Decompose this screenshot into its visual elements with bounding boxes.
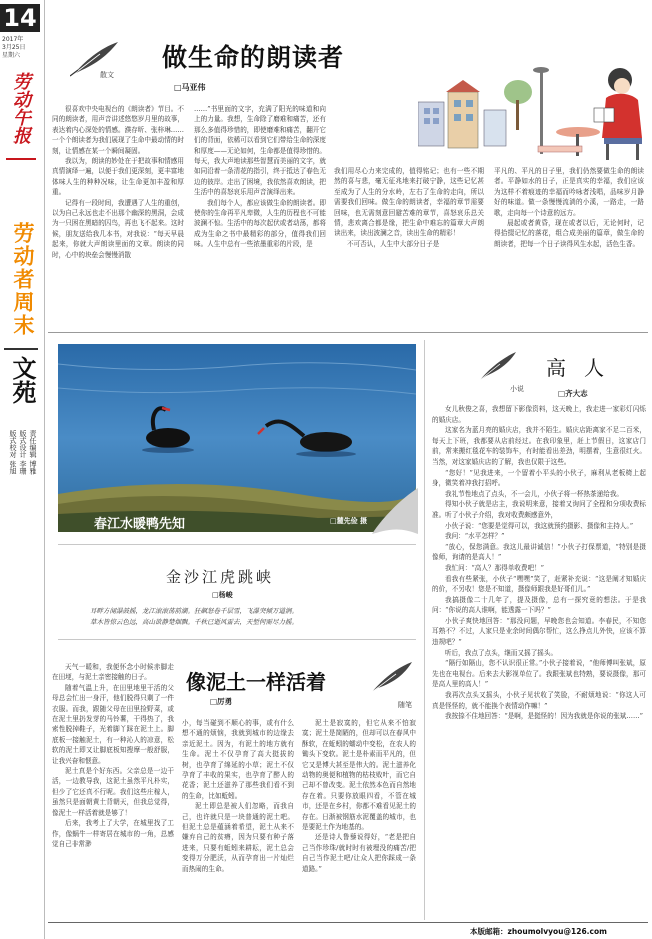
paragraph: 我搞摄像二十几年了，提及摄像，总有一探究竟的想法。于是我问：“你说的高人谁啊，能透露一下吗？” — [432, 595, 646, 615]
article-title: 高人 — [546, 356, 622, 380]
page-curl-decoration — [372, 488, 418, 534]
paragraph: 得知小伙子就是店主，我说明来意，接着又询问了全程和分项收费标准。听了小伙子介绍，我对收费颇感意外， — [432, 500, 646, 519]
paragraph: 很喜欢中央电视台的《朗读者》节目。不同的朗读者，用声音讲述悠悠岁月里的故事，表达着内心深处的情感。濮存昕、张梓琳……一个个朗读者为我们展现了生命中最动情的时刻，让情感在某一个瞬间凝固。 — [52, 105, 184, 155]
paragraph: 泥土即总是被人们忽略，而我自己，也许就只是一块普通的泥土吧。但泥土总是蕴涵着希望，泥土从来不嫌弃自己的贫瘠，因为只要有种子落进来，只要有蚯蚓来耕耘，泥土总会变得万分肥沃，从而孕育出一片灿烂而热闹的生命。 — [182, 802, 294, 873]
paragraph: 我问：“水平怎样？” — [445, 532, 505, 541]
paragraph: 女儿秋俊之喜，我想留下影像资料，这天晚上，我走进一家彩灯闪烁的婚庆店。 — [432, 405, 646, 424]
paragraph: 记得有一段时间，我遭遇了人生的重创，以为自己永远也走不出那个幽深的黑洞，会成为一只困在黑暗的囚鸟，再也飞不起来。这时候，朋友送给我几本书，对我说：“每天早晨起来，你就大声朗读里面的文章。朗读的同时，心中的块垒会慢慢消散 — [52, 198, 184, 259]
paragraph: 我忙问：“高人？那得单收费吧！” — [445, 563, 545, 572]
photo-frame — [58, 344, 416, 532]
photo-caption: 春江水暖鸭先知 — [94, 517, 186, 532]
section-divider — [4, 348, 38, 350]
article-title: 做生命的朗读者 — [162, 43, 345, 72]
swans-photo — [58, 344, 416, 532]
paragraph: 我礼节性地点了点头，不一会儿，小伙子将一杯热茶递给我。 — [445, 489, 624, 498]
poem-author: □杨峻 — [212, 590, 233, 599]
paragraph: 我按捺不住地回答：“是啊，是挺怪的！因为我就是你说的张斌……” — [445, 712, 643, 721]
article-column — [432, 404, 646, 722]
article-column-1 — [52, 104, 184, 260]
reading-girl-illustration — [418, 52, 648, 164]
paragraph: 晨起或者黄昏，现在或者以后，无论何时，记得拾掇记忆的落花，组合成美丽的篇章，做生命的朗读者，把每一个日子读得风生水起，活色生香。 — [494, 219, 644, 248]
staff-credits: 责任编辑 博雅 版式设计 李珊 版式校对 张旭 — [9, 430, 37, 475]
article-column-3 — [334, 166, 484, 249]
paragraph: “您好！”见我进来，一个留着小平头的小伙子，麻利从老板椅上起身，微笑着冲我打招呼。 — [432, 468, 646, 488]
paragraph: 后来，我考上了大学，在城里找了工作，像蜗牛一样寄居在城市的一角，总感觉自己非常渺 — [52, 819, 174, 848]
poem-body — [90, 606, 410, 628]
article-column-2 — [182, 718, 294, 874]
paragraph: 我再次点头又摇头，小伙子见状收了笑脸，不耐烦地说：“你这人可真是怪怪的，就不能换个表情动作嘛！” — [432, 691, 646, 710]
article-tag: 随笔 — [398, 701, 412, 709]
article-column-2 — [194, 104, 326, 250]
paragraph: 我们用尽心力来完成的，值得铭记；也有一些不期然的喜与悲，毫无征兆地来打破宁静，这些记忆甚至成为了人生的分水岭，左右了生命的走向，所以需要我们回味。做生命的朗读者，幸福的章节需要回味，也无需刻意回避苦难的章节，喜怒哀乐总关情，悲欢离合都是缘，把生命中难忘的篇章大声朗读出来，读出波澜之音，读出生命的精彩！ — [334, 167, 484, 238]
article-column-4 — [494, 166, 644, 249]
paragraph: 听后，我点了点头，继而又摇了摇头。 — [445, 648, 558, 657]
paragraph: 我以为，朗读的妙处在于把故事和情感用真情演绎一遍，以便于我们更深刻，更丰富地体味人生的种种况味，让生命更加丰盈和厚重。 — [52, 157, 184, 197]
paragraph: 看我有些紧张，小伙子“嘿嘿”笑了，赶紧补充说：“这是阐才知婚庆的价，不另收！您是不知道，摄像师跟我是好哥们儿。” — [432, 574, 646, 594]
article-tag: 散文 — [100, 71, 114, 79]
section-name: 劳动者周末 — [11, 222, 35, 337]
article-author: □马亚伟 — [174, 82, 206, 92]
article-title: 像泥土一样活着 — [186, 670, 326, 694]
quill-icon — [70, 40, 122, 78]
article-author: □齐大志 — [558, 389, 588, 398]
paragraph: ……”书里面的文字，充满了阳光的味道和向上的力量。我想，生命除了磨难和痛苦，还有那么多值得珍惜的，即使磨难和痛苦，翻开它们的背面，依稀可以看到它们带给生命的深度和厚度——无论如何，生命都是值得珍惜的。每天，我大声地读那些智慧而美丽的文字，就如同沿着一条清花的指引，终于抵达了春色无边的彼岸。走出了困境，我依然喜欢朗读，把生活中的喜怒哀乐用声音演绎出来。 — [194, 105, 326, 197]
paragraph: 小，每当碰到不顺心的事，或有什么想不通的烦恼，我就到城市的边缘去亲近泥土。因为，有泥土的地方就有生命。泥土不仅孕育了高大挺拔的树，也孕育了绵延的小草；泥土不仅孕育了丰收的果实，也孕育了醉人的花香；泥土还滋养了那些我们看不到的生命，比如蚯蚓。 — [182, 719, 294, 800]
paragraph: 泥土是寂寞的，但它从来不怕寂寞；泥土是简陋的，但却可以在春风中酥软，在蚯蚓的蠕动中变松，在农人的锄头下变软。泥土是朴素而平凡的，但它又是博大甚至是伟大的。泥土滋养化动物的奥便和植物的枯枝败叶，而它自己却不曾改变。泥土依然本色而自然地存在着。只要你放眼四看，不管在城市，还是在乡村，你都不难看见泥土的存在。日渐被钢筋水泥覆盖的城市，也是要泥土作为地基的。 — [302, 719, 416, 832]
paragraph: 小伙子说：“您要是觉得可以，我这就预约摄影、摄像和主持人。” — [445, 521, 634, 530]
paragraph: 小伙子爽快地回答：“那没问题，早晚您也会知道。李春民，不知您耳熟不？不过，人家只是业余时间偶尔帮忙，这么挣点儿外快，应该不算违规吧？” — [432, 616, 646, 647]
article-column-1 — [52, 662, 174, 849]
issue-date: 2017年 3月25日 星期六 — [2, 36, 26, 59]
footer-email — [470, 926, 607, 937]
paragraph: “隔行如隔山，您不认识很正常。”小伙子接着说，“他师傅叫张斌，原先也在电视台。后来去大影视单位了。我跟张斌也特熟，要说摄像，那可是高人里的高人！” — [432, 659, 646, 689]
photo-credit: □麓先俭 摄 — [330, 516, 368, 525]
page-number-box: 14 — [0, 4, 40, 32]
quill-icon — [476, 350, 520, 384]
paragraph: 平凡的、平凡的日子里，我们仍然要做生命的朗读者。平静如水的日子，正是真实的幸福，我们应该为这样不着痕迹的幸福而吟咏者浅唱，品味岁月静好的味道。做一条慢慢流淌的小溪，一路走，一路歌，走向每一个诗意的远方。 — [494, 167, 644, 217]
quill-icon — [368, 660, 416, 696]
paragraph: 天气一暖和，我便怀念小时候赤脚走在田埂，与泥土亲密接触的日子。 — [52, 663, 174, 682]
article-author: □厉勇 — [210, 697, 233, 706]
paragraph: 这家名为蓝月亮的婚庆店，我并不陌生。婚庆店距离家不足二百米，每天上下班，我都要从店前经过。在我印象里，赶上节假日，这家店门前，常来搬红毯花车的装饰车，有时能看出差劲，明摆着，生意很红火。当然，对这家婚庆店的了解，我也仅限于这些。 — [432, 426, 646, 466]
paragraph: 不可否认，人生中大部分日子是 — [347, 239, 440, 248]
poem-line: 草木皆惊云色远，高山欲静楚烟飘。千秋已逝风雷去，天堑何需尽力摇。 — [90, 618, 298, 626]
email-label: 本版邮箱： — [470, 927, 508, 936]
paragraph: 泥土真是个好东西。父亲总是一边干活，一边教导我，这泥土虽然平凡朴实，但少了它还真不行呢。我们这些庄稼人，虽然只是面朝黄土背朝天，但我总觉得，像泥土一样活着就是够了！ — [52, 767, 174, 817]
paragraph: 还是诗人鲁藜说得好，“老是把自己当作珍珠/就时时有被埋没的痛苦/把自己当作泥土吧/让众人把你踩成一条道路。” — [302, 833, 416, 873]
email-address[interactable]: zhoumolvyou@126.com — [507, 927, 607, 936]
article-column-3 — [302, 718, 416, 874]
article-tag: 小说 — [510, 385, 524, 393]
paragraph: 随着气温上升，在田里地里干活的父母总会忙出一身汗，他们脱得只剩了一件衣服。而我，跟随父母在田里捡野菜，或在泥土里扔发芽的马铃薯，干得热了，我索性脱掉鞋子，光着脚丫踩在泥土上。脚底板一接触泥土，有一种沁人的凉意，松软的泥土即又让脚底板知搜摩一般舒服，让我兴奋和惬意。 — [52, 683, 174, 765]
column-name: 文苑 — [8, 356, 36, 404]
masthead-rule — [6, 158, 36, 160]
paragraph: “放心，保您满意。我这儿最讲诚信！”小伙子打保票道，“特别是摄像师，询请的是高人！” — [432, 542, 646, 562]
paper-logo: 劳动午报 — [10, 72, 31, 144]
poem-title: 金沙江虎跳峡 — [166, 568, 275, 586]
poem-line: 耳畔方闻瀑鼓摇，龙江滚滚荡前潮。狂飙怒卷千层雪，飞瀑突倾万道涧。 — [90, 607, 298, 615]
paragraph: 我们每个人，都应该做生命的朗读者。即使你的生命再平凡卑微，人生的历程也不可能波澜不惊。生活中的每次起伏或者动荡，都将成为生命之书中最精彩的部分，值得我们回味。人生中总有一些浓墨重彩的片段，是 — [194, 198, 326, 249]
